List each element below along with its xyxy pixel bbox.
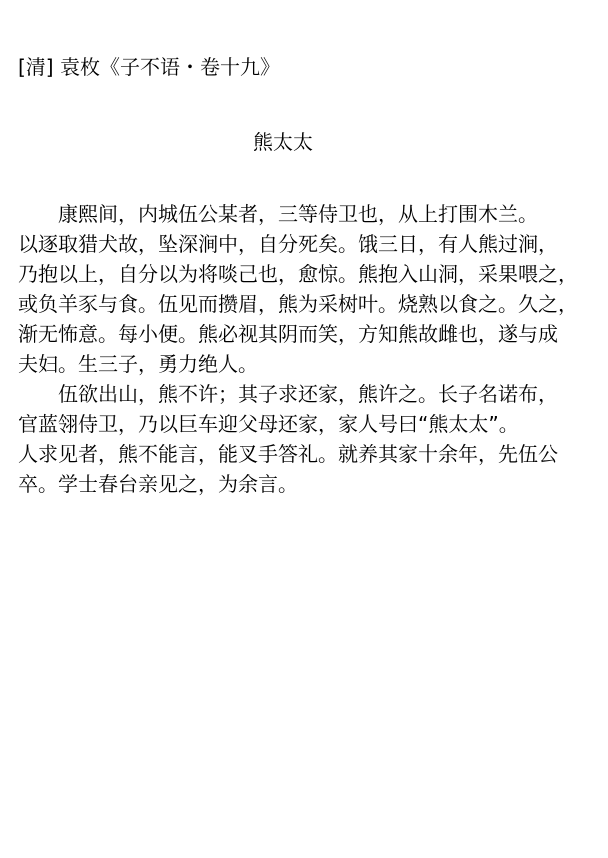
body-line: 官蓝翎侍卫，乃以巨车迎父母还家，家人号曰“熊太太”。 — [18, 412, 519, 436]
body-line: 夫妇。生三子，勇力绝人。 — [18, 352, 258, 376]
body-line: 以逐取猎犬故，坠深涧中，自分死矣。饿三日，有人熊过涧， — [18, 232, 558, 256]
body-line: 渐无怖意。每小便。熊必视其阴而笑，方知熊故雌也，遂与成 — [18, 322, 558, 346]
body-line: 或负羊豕与食。伍见而攒眉，熊为采树叶。烧熟以食之。久之， — [18, 292, 578, 316]
source-header: [清] 袁枚《子不语・卷十九》 — [18, 55, 280, 79]
body-line: 康熙间，内城伍公某者，三等侍卫也，从上打围木兰。 — [18, 202, 538, 226]
body-line: 人求见者，熊不能言，能叉手答礼。就养其家十余年，先伍公 — [18, 442, 558, 466]
body-line: 伍欲出山，熊不许；其子求还家，熊许之。长子名诺布， — [18, 382, 558, 406]
story-title: 熊太太 — [253, 130, 313, 154]
story-body — [18, 199, 598, 499]
body-line: 卒。学士春台亲见之，为余言。 — [18, 472, 298, 496]
body-line: 乃抱以上，自分以为将啖己也，愈惊。熊抱入山洞，采果喂之， — [18, 262, 578, 286]
